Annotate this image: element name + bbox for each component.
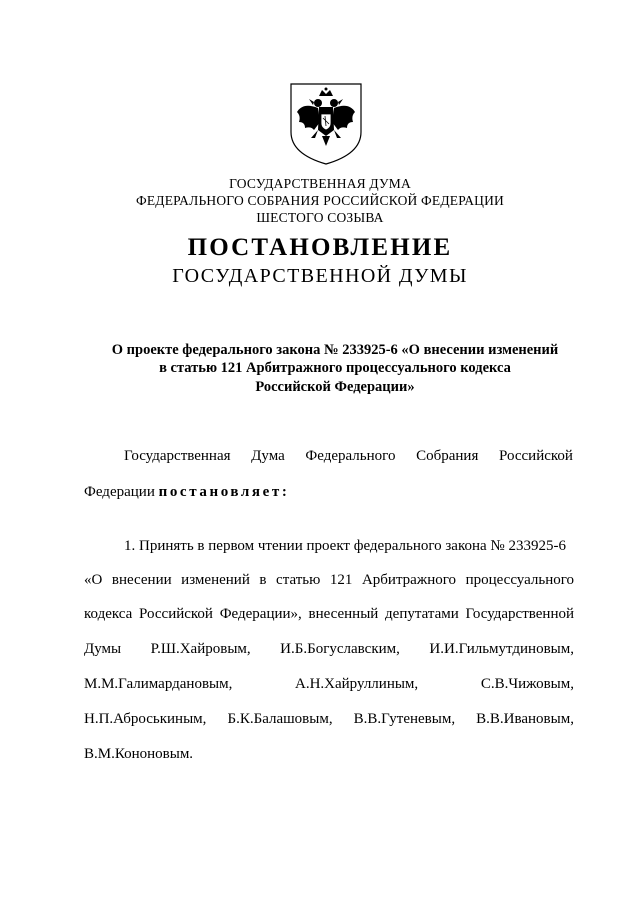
deputy-name: Б.К.Балашовым, xyxy=(227,711,333,727)
para1-line-6 xyxy=(84,711,574,728)
document-title: ПОСТАНОВЛЕНИЕ xyxy=(187,234,453,261)
deputy-name: А.Н.Хайруллиным, xyxy=(295,676,419,692)
preamble-word: Дума xyxy=(251,448,285,464)
para1-word: Думы xyxy=(84,641,122,657)
deputy-name: М.М.Галимардановым, xyxy=(84,676,233,692)
preamble-word: Государственная xyxy=(124,448,231,464)
coat-of-arms-emblem xyxy=(289,82,363,166)
para1-line-7: В.М.Кононовым. xyxy=(84,746,194,762)
header-line-1: ГОСУДАРСТВЕННАЯ ДУМА xyxy=(229,176,411,191)
header-line-2: ФЕДЕРАЛЬНОГО СОБРАНИЯ РОССИЙСКОЙ ФЕДЕРАЦИИ xyxy=(136,193,504,208)
subject-line-3: Российской Федерации» xyxy=(255,379,415,395)
para1-line-1: 1. Принять в первом чтении проект федерального закона № 233925-6 xyxy=(124,538,566,554)
preamble-word: Собрания xyxy=(416,448,479,464)
deputy-name: В.В.Ивановым, xyxy=(476,711,574,727)
header-line-3: ШЕСТОГО СОЗЫВА xyxy=(256,210,384,225)
para1-line-3: кодекса Российской Федерации», внесенный депутатами Государственной xyxy=(84,606,574,622)
subject-line-2: в статью 121 Арбитражного процессуального кодекса xyxy=(159,360,511,376)
subject-line-1: О проекте федерального закона № 233925-6 «О внесении изменений xyxy=(111,342,559,358)
deputy-name: Н.П.Аброськиным, xyxy=(84,711,207,727)
preamble-word: Федерального xyxy=(305,448,396,464)
deputy-name: В.В.Гутеневым, xyxy=(353,711,456,727)
deputy-name: Р.Ш.Хайровым, xyxy=(150,641,251,657)
deputy-name: С.В.Чижовым, xyxy=(480,676,574,692)
preamble-word: Российской xyxy=(499,448,573,464)
preamble-line-1 xyxy=(124,448,573,465)
deputy-name: И.И.Гильмутдиновым, xyxy=(429,641,574,657)
deputy-name: И.Б.Богуславским, xyxy=(280,641,400,657)
preamble-line-2 xyxy=(84,484,574,501)
para1-line-5 xyxy=(84,676,574,693)
para1-line-2: «О внесении изменений в статью 121 Арбитражного процессуального xyxy=(84,572,574,588)
document-subtitle: ГОСУДАРСТВЕННОЙ ДУМЫ xyxy=(172,265,468,287)
para1-line-4 xyxy=(84,641,574,658)
preamble-federation: Федерации xyxy=(84,484,155,500)
preamble-verb: постановляет: xyxy=(158,484,290,500)
